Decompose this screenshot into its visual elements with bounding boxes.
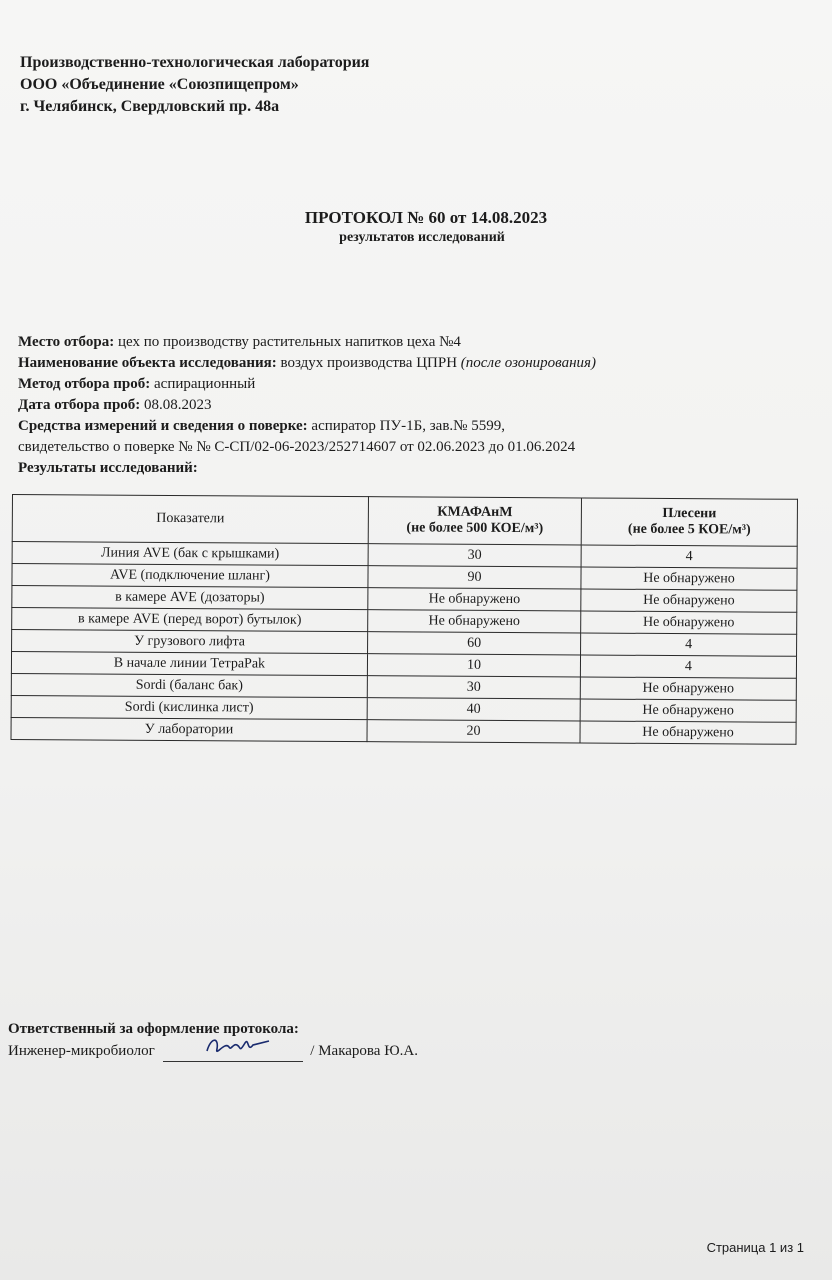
row-molds: Не обнаружено [580, 677, 796, 700]
header-molds-main: Плесени [662, 505, 717, 522]
responsible-title: Ответственный за оформление протокола: [8, 1021, 299, 1037]
date-row [18, 395, 818, 416]
row-kmafanm: 90 [368, 566, 581, 589]
header-indicators: Показатели [12, 495, 368, 544]
row-location: Sordi (баланс бак) [11, 673, 367, 697]
object-row [18, 353, 818, 374]
protocol-title: ПРОТОКОЛ № 60 от 14.08.2023 [304, 208, 548, 227]
responsible-line [8, 1040, 418, 1062]
header-kmafanm-main: КМАФАнМ [437, 504, 513, 521]
object-label: Наименование объекта исследования: [18, 355, 277, 371]
object-note: (после озонирования) [460, 355, 596, 371]
row-molds: Не обнаружено [581, 567, 797, 590]
row-location: У грузового лифта [12, 630, 368, 654]
row-location: в камере AVE (перед ворот) бутылок) [12, 608, 368, 632]
row-kmafanm: Не обнаружено [368, 588, 581, 611]
place-row [18, 332, 818, 353]
place-label: Место отбора: [18, 334, 115, 350]
method-value: аспирационный [154, 376, 256, 392]
date-label: Дата отбора проб: [18, 397, 141, 413]
row-molds: Не обнаружено [580, 699, 796, 722]
row-location: У лаборатории [11, 717, 367, 741]
protocol-subtitle: результатов исследований [339, 230, 505, 245]
sampling-info [18, 332, 818, 479]
responsible-position: Инженер-микробиолог [8, 1043, 155, 1059]
row-kmafanm: 30 [368, 544, 581, 567]
row-molds: 4 [580, 655, 796, 678]
row-molds: Не обнаружено [581, 611, 797, 634]
org-line-1: Производственно-технологическая лаборатория [20, 54, 370, 71]
row-kmafanm: Не обнаружено [368, 610, 581, 633]
certificate-row: свидетельство о поверке № № С-СП/02-06-2023/252714607 от 02.06.2023 до 01.06.2024 [18, 439, 576, 455]
row-kmafanm: 40 [367, 698, 580, 721]
organization-header [20, 52, 369, 118]
protocol-title-block [0, 208, 832, 246]
row-molds: Не обнаружено [581, 589, 797, 612]
row-kmafanm: 10 [367, 654, 580, 677]
results-table [10, 494, 797, 745]
row-location: AVE (подключение шланг) [12, 564, 368, 588]
signature-line [163, 1045, 303, 1062]
results-row [18, 458, 818, 479]
responsible-block [8, 1018, 418, 1062]
row-location: в камере AVE (дозаторы) [12, 586, 368, 610]
org-line-3: г. Челябинск, Свердловский пр. 48а [20, 98, 280, 115]
signature-icon [203, 1031, 273, 1061]
row-location: Линия AVE (бак с крышками) [12, 542, 368, 566]
header-kmafanm [368, 497, 581, 545]
table-header-row [12, 495, 797, 547]
header-molds [581, 498, 797, 546]
row-molds: Не обнаружено [580, 721, 796, 744]
page-number: Страница 1 из 1 [706, 1240, 804, 1255]
header-molds-sub: (не более 5 КОЕ/м³) [627, 521, 751, 538]
tools-row [18, 416, 818, 437]
responsible-name: / Макарова Ю.А. [310, 1043, 418, 1059]
row-location: Sordi (кислинка лист) [11, 695, 367, 719]
results-label: Результаты исследований: [18, 460, 198, 476]
method-label: Метод отбора проб: [18, 376, 151, 392]
date-value: 08.08.2023 [144, 397, 212, 413]
row-location: В начале линии ТетраPak [11, 652, 367, 676]
row-kmafanm: 60 [368, 632, 581, 655]
object-value: воздух производства ЦПРН [280, 355, 458, 371]
org-line-2: ООО «Объединение «Союзпищепром» [20, 76, 299, 93]
method-row [18, 374, 818, 395]
table-row [11, 717, 796, 744]
header-kmafanm-sub: (не более 500 КОЕ/м³) [406, 520, 544, 537]
row-kmafanm: 20 [367, 720, 580, 743]
row-molds: 4 [581, 545, 797, 568]
row-kmafanm: 30 [367, 676, 580, 699]
place-value: цех по производству растительных напитков цеха №4 [117, 334, 461, 350]
tools-label: Средства измерений и сведения о поверке: [18, 418, 308, 434]
tools-value: аспиратор ПУ-1Б, зав.№ 5599, [311, 418, 505, 434]
row-molds: 4 [581, 633, 797, 656]
